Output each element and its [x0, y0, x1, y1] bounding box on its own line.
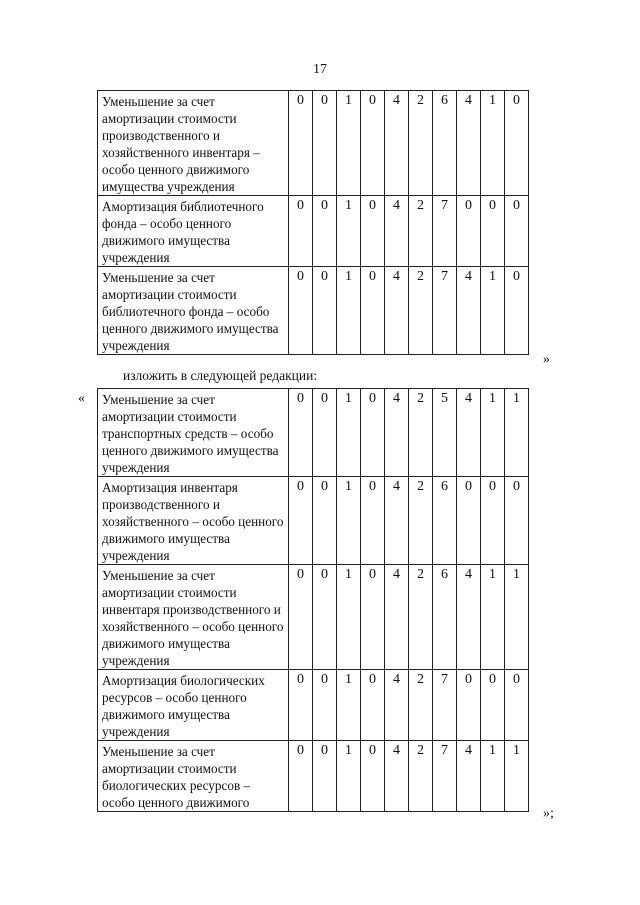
code-digit: 0	[289, 389, 313, 477]
account-label: Амортизация инвентаря производственного и хозяйственного – особо ценного движимого имущества учреждения	[98, 477, 289, 565]
code-digit: 0	[457, 670, 481, 741]
code-digit: 0	[457, 196, 481, 267]
account-label: Уменьшение за счет амортизации стоимости биологических ресурсов – особо ценного движимого	[98, 741, 289, 812]
table-row	[98, 670, 529, 741]
closing-quote: »	[543, 352, 550, 367]
code-digit: 1	[337, 477, 361, 565]
code-digit: 4	[457, 91, 481, 196]
table-row	[98, 565, 529, 670]
account-label: Уменьшение за счет амортизации стоимости инвентаря производственного и хозяйственного – особо ценного движимого имущества учреждения	[98, 565, 289, 670]
code-digit: 4	[457, 565, 481, 670]
code-digit: 5	[433, 389, 457, 477]
code-digit: 1	[481, 91, 505, 196]
code-digit: 0	[505, 670, 529, 741]
table-row	[98, 477, 529, 565]
code-digit: 1	[337, 741, 361, 812]
code-digit: 0	[313, 91, 337, 196]
code-digit: 0	[289, 477, 313, 565]
code-digit: 0	[457, 477, 481, 565]
intro-text: изложить в следующей редакции:	[123, 368, 318, 383]
code-digit: 0	[313, 477, 337, 565]
code-digit: 0	[313, 196, 337, 267]
code-digit: 0	[361, 389, 385, 477]
code-digit: 0	[505, 196, 529, 267]
account-label: Уменьшение за счет амортизации стоимости производственного и хозяйственного инвентаря – особо ценного движимого имущества учреждения	[98, 91, 289, 196]
code-digit: 2	[409, 267, 433, 355]
code-digit: 2	[409, 670, 433, 741]
code-digit: 0	[289, 670, 313, 741]
account-table-old	[97, 90, 529, 355]
code-digit: 1	[481, 389, 505, 477]
code-digit: 1	[481, 565, 505, 670]
code-digit: 0	[289, 267, 313, 355]
code-digit: 7	[433, 670, 457, 741]
table-row	[98, 389, 529, 477]
code-digit: 0	[505, 477, 529, 565]
code-digit: 1	[337, 91, 361, 196]
code-digit: 1	[481, 267, 505, 355]
code-digit: 0	[289, 91, 313, 196]
code-digit: 2	[409, 565, 433, 670]
code-digit: 0	[361, 741, 385, 812]
account-label: Амортизация биологических ресурсов – особо ценного движимого имущества учреждения	[98, 670, 289, 741]
code-digit: 0	[481, 670, 505, 741]
table-row	[98, 267, 529, 355]
code-digit: 0	[289, 196, 313, 267]
code-digit: 1	[337, 670, 361, 741]
code-digit: 0	[361, 196, 385, 267]
code-digit: 1	[481, 741, 505, 812]
code-digit: 1	[337, 565, 361, 670]
account-label: Уменьшение за счет амортизации стоимости библиотечного фонда – особо ценного движимого имущества учреждения	[98, 267, 289, 355]
code-digit: 4	[457, 741, 481, 812]
code-digit: 4	[385, 477, 409, 565]
code-digit: 0	[313, 741, 337, 812]
code-digit: 1	[337, 389, 361, 477]
code-digit: 6	[433, 91, 457, 196]
code-digit: 4	[457, 267, 481, 355]
code-digit: 7	[433, 196, 457, 267]
code-digit: 4	[385, 741, 409, 812]
opening-quote: «	[78, 391, 85, 406]
account-table-new	[97, 388, 529, 812]
code-digit: 0	[481, 477, 505, 565]
code-digit: 0	[313, 267, 337, 355]
code-digit: 0	[289, 565, 313, 670]
code-digit: 0	[361, 565, 385, 670]
code-digit: 0	[361, 91, 385, 196]
account-table-new-body	[98, 389, 529, 812]
code-digit: 1	[337, 267, 361, 355]
code-digit: 2	[409, 389, 433, 477]
code-digit: 0	[361, 670, 385, 741]
account-label: Уменьшение за счет амортизации стоимости транспортных средств – особо ценного движимого имущества учреждения	[98, 389, 289, 477]
code-digit: 7	[433, 267, 457, 355]
page-number: 17	[313, 62, 327, 77]
code-digit: 0	[505, 267, 529, 355]
code-digit: 0	[361, 267, 385, 355]
code-digit: 2	[409, 196, 433, 267]
code-digit: 2	[409, 477, 433, 565]
code-digit: 6	[433, 565, 457, 670]
code-digit: 2	[409, 91, 433, 196]
code-digit: 0	[361, 477, 385, 565]
code-digit: 4	[385, 565, 409, 670]
code-digit: 0	[313, 670, 337, 741]
code-digit: 0	[313, 565, 337, 670]
account-label: Амортизация библиотечного фонда – особо ценного движимого имущества учреждения	[98, 196, 289, 267]
table-row	[98, 91, 529, 196]
code-digit: 4	[457, 389, 481, 477]
code-digit: 0	[481, 196, 505, 267]
account-table-old-body	[98, 91, 529, 355]
code-digit: 1	[505, 741, 529, 812]
code-digit: 4	[385, 389, 409, 477]
code-digit: 1	[337, 196, 361, 267]
code-digit: 0	[313, 389, 337, 477]
code-digit: 2	[409, 741, 433, 812]
code-digit: 4	[385, 91, 409, 196]
code-digit: 0	[505, 91, 529, 196]
code-digit: 7	[433, 741, 457, 812]
code-digit: 4	[385, 196, 409, 267]
code-digit: 6	[433, 477, 457, 565]
table-row	[98, 741, 529, 812]
code-digit: 1	[505, 565, 529, 670]
code-digit: 4	[385, 267, 409, 355]
code-digit: 1	[505, 389, 529, 477]
code-digit: 0	[289, 741, 313, 812]
closing-quote-semicolon: »;	[543, 806, 554, 821]
table-row	[98, 196, 529, 267]
code-digit: 4	[385, 670, 409, 741]
